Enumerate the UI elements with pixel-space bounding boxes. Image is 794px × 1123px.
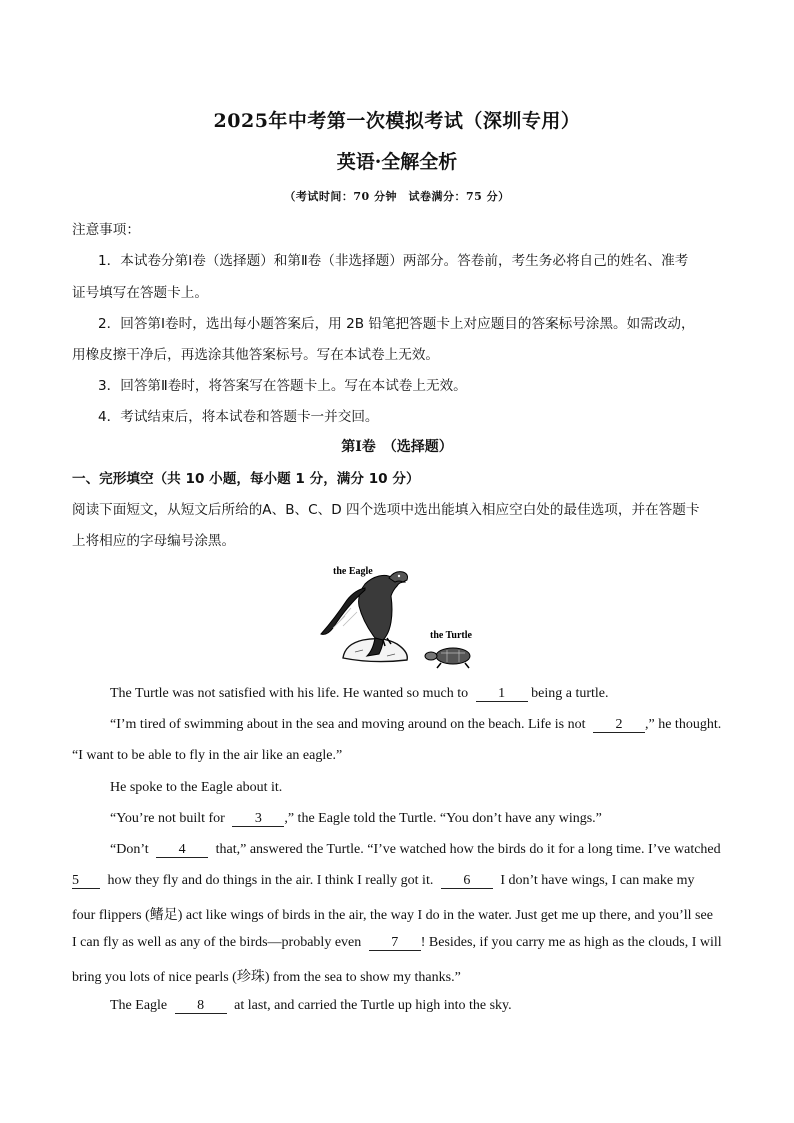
passage-text: at last, and carried the Turtle up high into the sky. xyxy=(234,998,512,1013)
blank-6: 6 xyxy=(441,873,493,889)
exam-title: 2025年中考第一次模拟考试（深圳专用） xyxy=(213,110,581,132)
passage-text: I can fly as well as any of the birds—probably even xyxy=(72,935,362,950)
passage-text: ,” he thought. xyxy=(645,717,722,732)
blank-4: 4 xyxy=(156,842,208,858)
notice-heading: 注意事项： xyxy=(72,222,140,238)
passage-paragraph-6 xyxy=(110,998,512,1014)
eagle-eye xyxy=(398,575,400,577)
passage-paragraph-4 xyxy=(110,811,602,827)
blank-5: 5 xyxy=(72,873,100,889)
passage-paragraph-5-line-5: bring you lots of nice pearls (珍珠) from the sea to show my thanks.” xyxy=(72,970,461,985)
passage-paragraph-1 xyxy=(110,686,609,702)
passage-text: ,” the Eagle told the Turtle. “You don’t have any wings.” xyxy=(284,811,602,826)
eagle-label: the Eagle xyxy=(333,566,373,577)
passage-paragraph-5 xyxy=(110,842,721,858)
passage-paragraph-5-line-4 xyxy=(72,935,722,951)
notice-item-4: 4．考试结束后，将本试卷和答题卡一并交回。 xyxy=(98,409,379,425)
passage-text: ! Besides, if you carry me as high as the clouds, I will xyxy=(420,935,722,950)
passage-text: how they fly and do things in the air. I think I really got it. xyxy=(107,873,434,888)
eagle-wing xyxy=(321,588,365,634)
passage-text: “You’re not built for xyxy=(110,811,225,826)
notice-item-2-line-1: 2．回答第Ⅰ卷时，选出每小题答案后，用 2B 铅笔把答题卡上对应题目的答案标号涂黑。如需改动， xyxy=(98,316,695,332)
notice-item-1-line-2: 证号填写在答题卡上。 xyxy=(72,285,208,301)
part1-title: 一、完形填空（共 10 小题，每小题 1 分，满分 10 分） xyxy=(72,471,420,487)
eagle-body xyxy=(359,575,405,640)
blank-8: 8 xyxy=(175,998,227,1014)
instructions-line-1: 阅读下面短文，从短文后所给的A、B、C、D 四个选项中选出能填入相应空白处的最佳选项，并在答题卡 xyxy=(72,502,700,518)
passage-text: “I’m tired of swimming about in the sea and moving around on the beach. Life is not xyxy=(110,717,586,732)
exam-subtitle: 英语·全解全析 xyxy=(336,151,458,173)
passage-text: The Turtle was not satisfied with his life. He wanted so much to xyxy=(110,686,469,701)
instructions-line-2: 上将相应的字母编号涂黑。 xyxy=(72,533,236,549)
blank-7: 7 xyxy=(369,935,421,951)
turtle-label: the Turtle xyxy=(430,630,472,641)
passage-text: that,” answered the Turtle. “I’ve watched how the birds do it for a long time. I’ve watched xyxy=(215,842,721,857)
passage-paragraph-5-line-3: four flippers (鳍足) act like wings of birds in the air, the way I do in the water. Just get me up there, and you’ll see xyxy=(72,908,713,923)
section-heading: 第Ⅰ卷 （选择题） xyxy=(341,439,453,455)
passage-text: I don’t have wings, I can make my xyxy=(500,873,695,888)
passage-paragraph-2-cont: “I want to be able to fly in the air like an eagle.” xyxy=(72,748,343,763)
passage-paragraph-5-line-2 xyxy=(72,873,694,889)
passage-paragraph-3: He spoke to the Eagle about it. xyxy=(110,780,283,795)
turtle-shell xyxy=(436,648,470,664)
exam-time-info: （考试时间：70 分钟 试卷满分：75 分） xyxy=(284,190,510,203)
passage-text: “Don’t xyxy=(110,842,149,857)
passage-paragraph-2 xyxy=(110,717,721,733)
notice-item-3: 3．回答第Ⅱ卷时，将答案写在答题卡上。写在本试卷上无效。 xyxy=(98,378,467,394)
blank-2: 2 xyxy=(593,717,645,733)
blank-1: 1 xyxy=(476,686,528,702)
notice-item-2-line-2: 用橡皮擦干净后，再选涂其他答案标号。写在本试卷上无效。 xyxy=(72,347,440,363)
illustration-svg xyxy=(313,560,483,672)
eagle-turtle-illustration xyxy=(313,560,483,672)
notice-item-1-line-1: 1．本试卷分第Ⅰ卷（选择题）和第Ⅱ卷（非选择题）两部分。答卷前，考生务必将自己的姓名、准考 xyxy=(98,253,689,269)
blank-3: 3 xyxy=(232,811,284,827)
turtle-head xyxy=(425,652,437,660)
passage-text: being a turtle. xyxy=(531,686,609,701)
passage-text: The Eagle xyxy=(110,998,168,1013)
